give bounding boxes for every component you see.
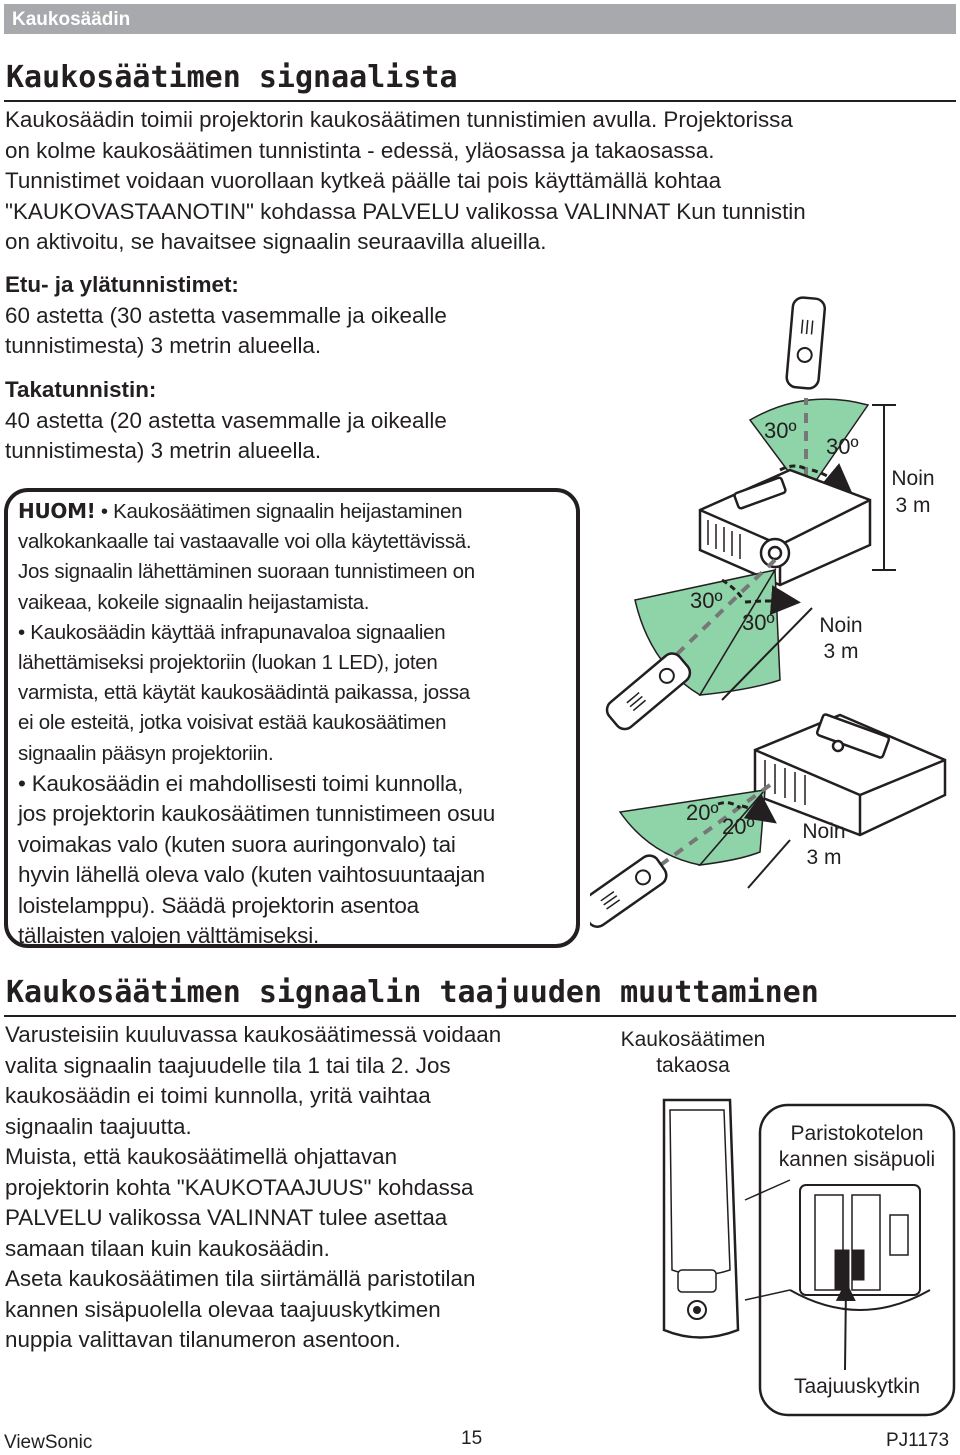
frequency-line: kaukosäädin ei toimi kunnolla, yritä vaihtaa [5, 1083, 431, 1108]
note-line: tällaisten valojen välttämiseksi. [18, 923, 320, 949]
front-top-line: tunnistimesta) 3 metrin alueella. [5, 333, 322, 358]
remote-front [603, 649, 694, 733]
note-line: vaikeaa, kokeile signaalin heijastamista. [18, 590, 370, 614]
footer-model: PJ1173 [886, 1430, 950, 1451]
switch-label: Taajuuskytkin [793, 1375, 921, 1398]
intro-line: on aktivoitu, se havaitsee signaalin seuraavilla alueilla. [5, 229, 547, 254]
rear-line: 40 astetta (20 astetta vasemmalle ja oikealle [5, 407, 447, 433]
projector-front [700, 470, 870, 585]
note-line: voimakas valo (kuten suora auringonvalo) tai [18, 831, 456, 857]
sensor-range-diagram [590, 290, 960, 970]
top-angle-right: 30º [826, 434, 859, 459]
section-header-bar [4, 4, 956, 34]
frequency-paragraph [5, 1020, 605, 1356]
note-line: • Kaukosäädin käyttää infrapunavaloa signaalien [18, 620, 446, 644]
frequency-line: samaan tilaan kuin kaukosäädin. [5, 1235, 330, 1261]
front-distance-1: Noin [819, 614, 863, 637]
section-header-label: Kaukosäädin [12, 9, 131, 30]
page-number: 15 [461, 1428, 483, 1449]
intro-line: Tunnistimet voidaan vuorollaan kytkeä päälle tai pois käyttämällä kohtaa [5, 168, 722, 193]
remote-rear [590, 852, 670, 931]
note-line: varmista, että käytät kaukosäädintä paikassa, jossa [18, 681, 470, 705]
note-line: lähettämiseksi projektoriin (luokan 1 LED), joten [18, 651, 438, 675]
top-distance-2: 3 m [895, 494, 931, 517]
projector-rear [755, 714, 945, 835]
rear-distance-1: Noin [802, 820, 846, 843]
rear-distance-2: 3 m [806, 846, 842, 869]
front-angle-right: 30º [742, 610, 775, 635]
frequency-line: Aseta kaukosäätimen tila siirtämällä paristotilan [5, 1266, 476, 1291]
top-angle-left: 30º [764, 418, 797, 443]
rear-line: tunnistimesta) 3 metrin alueella. [5, 438, 322, 463]
remote-back-label [600, 1027, 786, 1079]
note-line: hyvin lähellä oleva valo (kuten vaihtosuuntaajan [18, 862, 485, 888]
section-title-frequency: Kaukosäätimen signaalin taajuuden muuttaminen [6, 975, 819, 1010]
note-line: ei ole esteitä, jotka voisivat estää kaukosäätimen [18, 711, 447, 735]
note-line: jos projektorin kaukosäätimen tunnistimeen osuu [18, 801, 496, 827]
note-line: loistelamppu). Säädä projektorin asentoa [18, 892, 419, 918]
intro-line: Kaukosäädin toimii projektorin kaukosäätimen tunnistimien avulla. Projektorissa [5, 107, 793, 132]
battery-label-line: Paristokotelon [790, 1122, 924, 1145]
title-underline [4, 1015, 956, 1017]
frequency-line: Varusteisiin kuuluvassa kaukosäätimessä voidaan [5, 1022, 502, 1047]
note-line: Jos signaalin lähettäminen suoraan tunnistimeen on [18, 560, 475, 584]
frequency-line: signaalin taajuutta. [5, 1113, 192, 1139]
top-distance-1: Noin [891, 467, 935, 490]
note-line: • Kaukosäädin ei mahdollisesti toimi kunnolla, [18, 770, 464, 796]
rear-angle-right: 20º [722, 814, 755, 839]
battery-label [762, 1121, 952, 1173]
note-label: HUOM! [18, 499, 96, 523]
front-top-heading: Etu- ja ylätunnistimet: [5, 272, 239, 297]
note-content [18, 496, 578, 952]
intro-paragraph [5, 105, 955, 258]
note-line: valkokankaalle tai vastaavalle voi olla käytettävissä. [18, 530, 472, 554]
front-top-line: 60 astetta (30 astetta vasemmalle ja oikealle [5, 302, 447, 328]
note-first-line [18, 496, 578, 527]
frequency-line: Muista, että kaukosäätimellä ohjattavan [5, 1144, 398, 1169]
front-angle-left: 30º [690, 588, 723, 613]
front-distance-2: 3 m [823, 640, 859, 663]
front-top-sensors [5, 270, 625, 362]
section-title-signal: Kaukosäätimen signaalista [6, 60, 458, 95]
rear-sensor [5, 375, 625, 467]
title-underline [4, 100, 956, 102]
rear-heading: Takatunnistin: [5, 377, 157, 402]
note-line: signaalin pääsyn projektoriin. [18, 741, 274, 765]
remote-back-label-line: Kaukosäätimen [620, 1028, 766, 1051]
frequency-line: valita signaalin taajuudelle tila 1 tai tila 2. Jos [5, 1052, 451, 1078]
note-first-text: • Kaukosäätimen signaalin heijastaminen [95, 500, 463, 523]
battery-label-line: kannen sisäpuoli [778, 1148, 936, 1171]
intro-line: on kolme kaukosäätimen tunnistinta - edessä, yläosassa ja takaosassa. [5, 137, 715, 163]
frequency-line: projektorin kohta "KAUKOTAAJUUS" kohdassa [5, 1174, 474, 1200]
battery-compartment [790, 1185, 930, 1310]
frequency-line: kannen sisäpuolella olevaa taajuuskytkimen [5, 1296, 441, 1322]
footer-brand: ViewSonic [4, 1432, 93, 1453]
frequency-line: nuppia valittavan tilanumeron asentoon. [5, 1327, 401, 1352]
frequency-line: PALVELU valikossa VALINNAT tulee asettaa [5, 1205, 448, 1230]
intro-line: "KAUKOVASTAANOTIN" kohdassa PALVELU valikossa VALINNAT Kun tunnistin [5, 198, 806, 224]
remote-top [786, 297, 826, 389]
remote-back-label-line: takaosa [656, 1054, 730, 1077]
rear-angle-left: 20º [686, 800, 719, 825]
